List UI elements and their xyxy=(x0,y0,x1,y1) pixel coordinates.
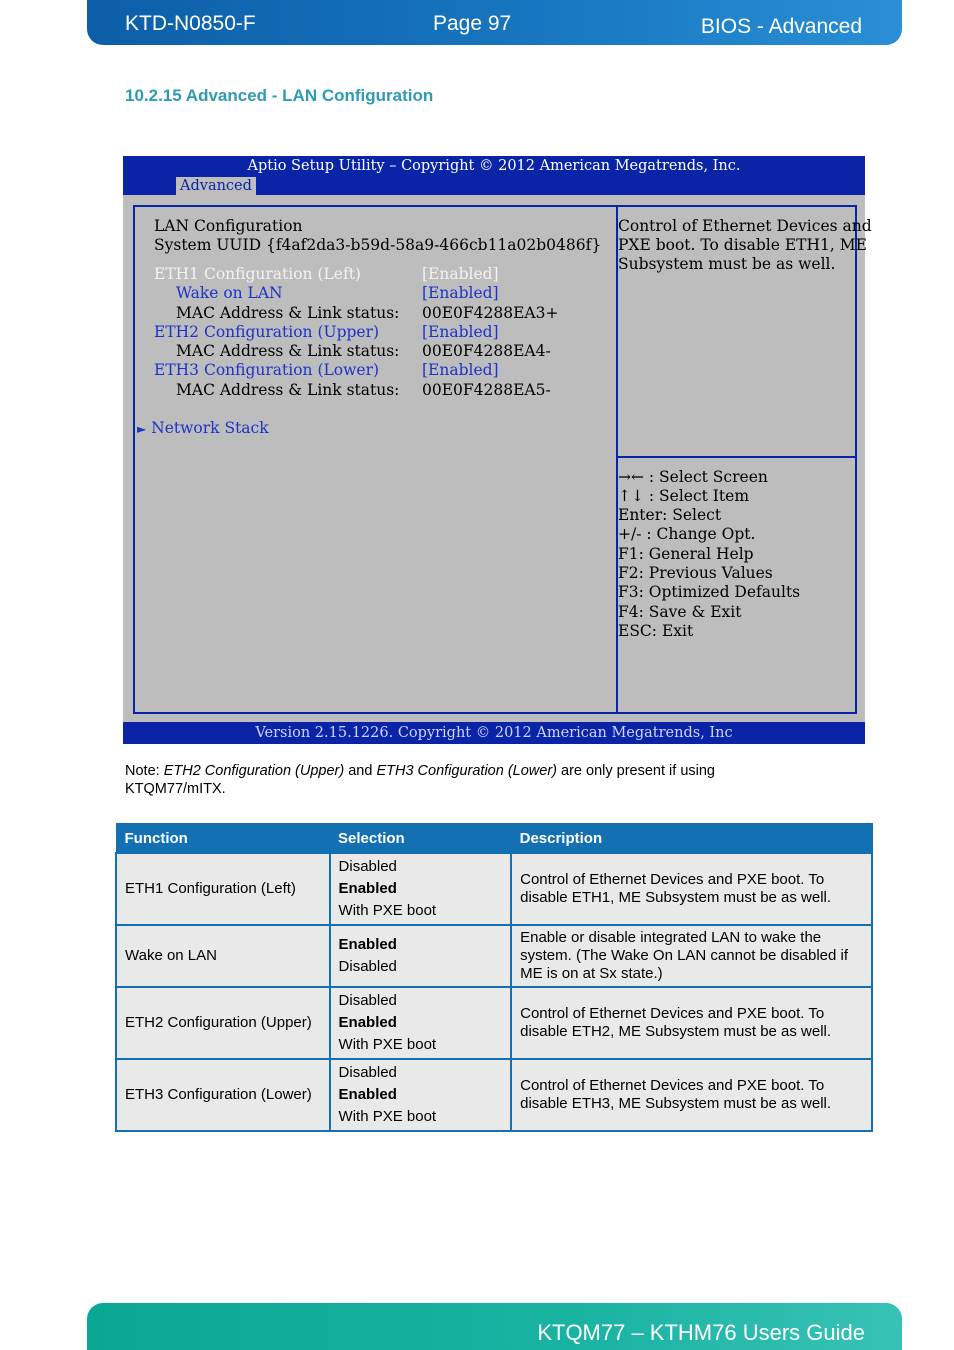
selection-option: With PXE boot xyxy=(338,1036,437,1053)
menu-value-eth3[interactable]: [Enabled] xyxy=(422,361,499,379)
key-hint: F2: Previous Values xyxy=(618,564,773,582)
menu-item-wake-on-lan[interactable]: Wake on LAN xyxy=(176,284,283,302)
function-cell: ETH3 Configuration (Lower) xyxy=(116,1059,330,1131)
note-line2: KTQM77/mITX. xyxy=(125,781,226,797)
header-section: BIOS - Advanced xyxy=(700,15,862,38)
selection-cell xyxy=(330,987,512,1059)
key-hint: →← : Select Screen xyxy=(618,468,768,486)
selection-cell xyxy=(330,925,512,987)
help-line-1: Control of Ethernet Devices and xyxy=(618,217,872,235)
table-header-row xyxy=(116,824,872,854)
function-cell: ETH2 Configuration (Upper) xyxy=(116,987,330,1059)
note-and: and xyxy=(344,763,377,779)
key-hint: ↑↓ : Select Item xyxy=(618,487,750,505)
table-row xyxy=(116,853,872,925)
menu-item-eth2[interactable]: ETH2 Configuration (Upper) xyxy=(154,323,380,341)
note-prefix: Note: xyxy=(125,763,164,779)
mac-value-eth2: 00E0F4288EA4- xyxy=(422,342,551,360)
page-footer xyxy=(87,1303,902,1350)
bios-screenshot xyxy=(123,156,872,744)
bios-title-bar xyxy=(123,156,865,195)
bios-title: Aptio Setup Utility – Copyright © 2012 American Megatrends, Inc. xyxy=(247,158,741,174)
column-header: Description xyxy=(511,824,872,854)
menu-item-eth1[interactable]: ETH1 Configuration (Left) xyxy=(154,265,361,283)
submenu-label: Network Stack xyxy=(151,419,269,437)
description-cell: Control of Ethernet Devices and PXE boot. To disable ETH1, ME Subsystem must be as well. xyxy=(511,853,872,925)
menu-value-eth2[interactable]: [Enabled] xyxy=(422,323,499,341)
page-number: Page 97 xyxy=(433,12,512,35)
function-cell: ETH1 Configuration (Left) xyxy=(116,853,330,925)
mac-label-eth2: MAC Address & Link status: xyxy=(176,342,400,360)
note xyxy=(125,762,825,798)
table-row xyxy=(116,1059,872,1131)
selection-cell xyxy=(330,853,512,925)
system-uuid: System UUID {f4af2da3-b59d-58a9-466cb11a02b0486f} xyxy=(154,236,602,254)
tab-advanced[interactable]: Advanced xyxy=(176,177,256,195)
selection-option: Disabled xyxy=(338,1064,397,1081)
menu-value-eth1[interactable]: [Enabled] xyxy=(422,265,499,283)
bios-main-panel xyxy=(133,205,872,714)
key-hint: F1: General Help xyxy=(618,545,754,563)
screen-title: LAN Configuration xyxy=(154,217,303,235)
submenu-network-stack[interactable] xyxy=(137,419,269,439)
selection-option-default: Enabled xyxy=(338,936,397,953)
key-hint: Enter: Select xyxy=(618,506,722,524)
function-table xyxy=(115,823,873,1132)
doc-code: KTD-N0850-F xyxy=(125,12,256,35)
column-header: Selection xyxy=(330,824,512,854)
description-cell: Control of Ethernet Devices and PXE boot. To disable ETH3, ME Subsystem must be as well. xyxy=(511,1059,872,1131)
mac-label-eth1: MAC Address & Link status: xyxy=(176,304,400,322)
selection-option-default: Enabled xyxy=(338,1086,397,1103)
key-hint: F4: Save & Exit xyxy=(618,603,742,621)
description-cell: Control of Ethernet Devices and PXE boot. To disable ETH2, ME Subsystem must be as well. xyxy=(511,987,872,1059)
selection-option: Disabled xyxy=(338,992,397,1009)
footer-title: KTQM77 – KTHM76 Users Guide xyxy=(537,1320,865,1345)
selection-cell xyxy=(330,1059,512,1131)
menu-value-wake-on-lan[interactable]: [Enabled] xyxy=(422,284,499,302)
function-cell: Wake on LAN xyxy=(116,925,330,987)
note-suffix: are only present if using xyxy=(557,763,715,779)
mac-value-eth3: 00E0F4288EA5- xyxy=(422,381,551,399)
note-eth3: ETH3 Configuration (Lower) xyxy=(376,763,557,779)
mac-label-eth3: MAC Address & Link status: xyxy=(176,381,400,399)
key-hint: ESC: Exit xyxy=(618,622,694,640)
key-hint: F3: Optimized Defaults xyxy=(618,583,801,601)
page-header xyxy=(87,0,902,45)
selection-option: With PXE boot xyxy=(338,902,437,919)
selection-option: Disabled xyxy=(338,958,397,975)
menu-item-eth3[interactable]: ETH3 Configuration (Lower) xyxy=(154,361,380,379)
note-eth2: ETH2 Configuration (Upper) xyxy=(163,763,345,779)
column-header: Function xyxy=(116,824,330,854)
selection-option-default: Enabled xyxy=(338,1014,397,1031)
bios-version-bar: Version 2.15.1226. Copyright © 2012 American Megatrends, Inc xyxy=(123,722,865,744)
table-row xyxy=(116,925,872,987)
section-title: 10.2.15 Advanced - LAN Configuration xyxy=(125,86,434,105)
selection-option-default: Enabled xyxy=(338,880,397,897)
selection-option: With PXE boot xyxy=(338,1108,437,1125)
selection-option: Disabled xyxy=(338,858,397,875)
key-hint: +/- : Change Opt. xyxy=(618,525,756,543)
description-cell: Enable or disable integrated LAN to wake the system. (The Wake On LAN cannot be disabled if ME is on at Sx state.) xyxy=(511,925,872,987)
mac-value-eth1: 00E0F4288EA3+ xyxy=(422,304,559,322)
help-line-3: Subsystem must be as well. xyxy=(618,255,836,273)
triangle-right-icon: ► xyxy=(137,422,147,436)
help-line-2: PXE boot. To disable ETH1, ME xyxy=(618,236,867,254)
table-row xyxy=(116,987,872,1059)
help-divider xyxy=(618,456,855,458)
